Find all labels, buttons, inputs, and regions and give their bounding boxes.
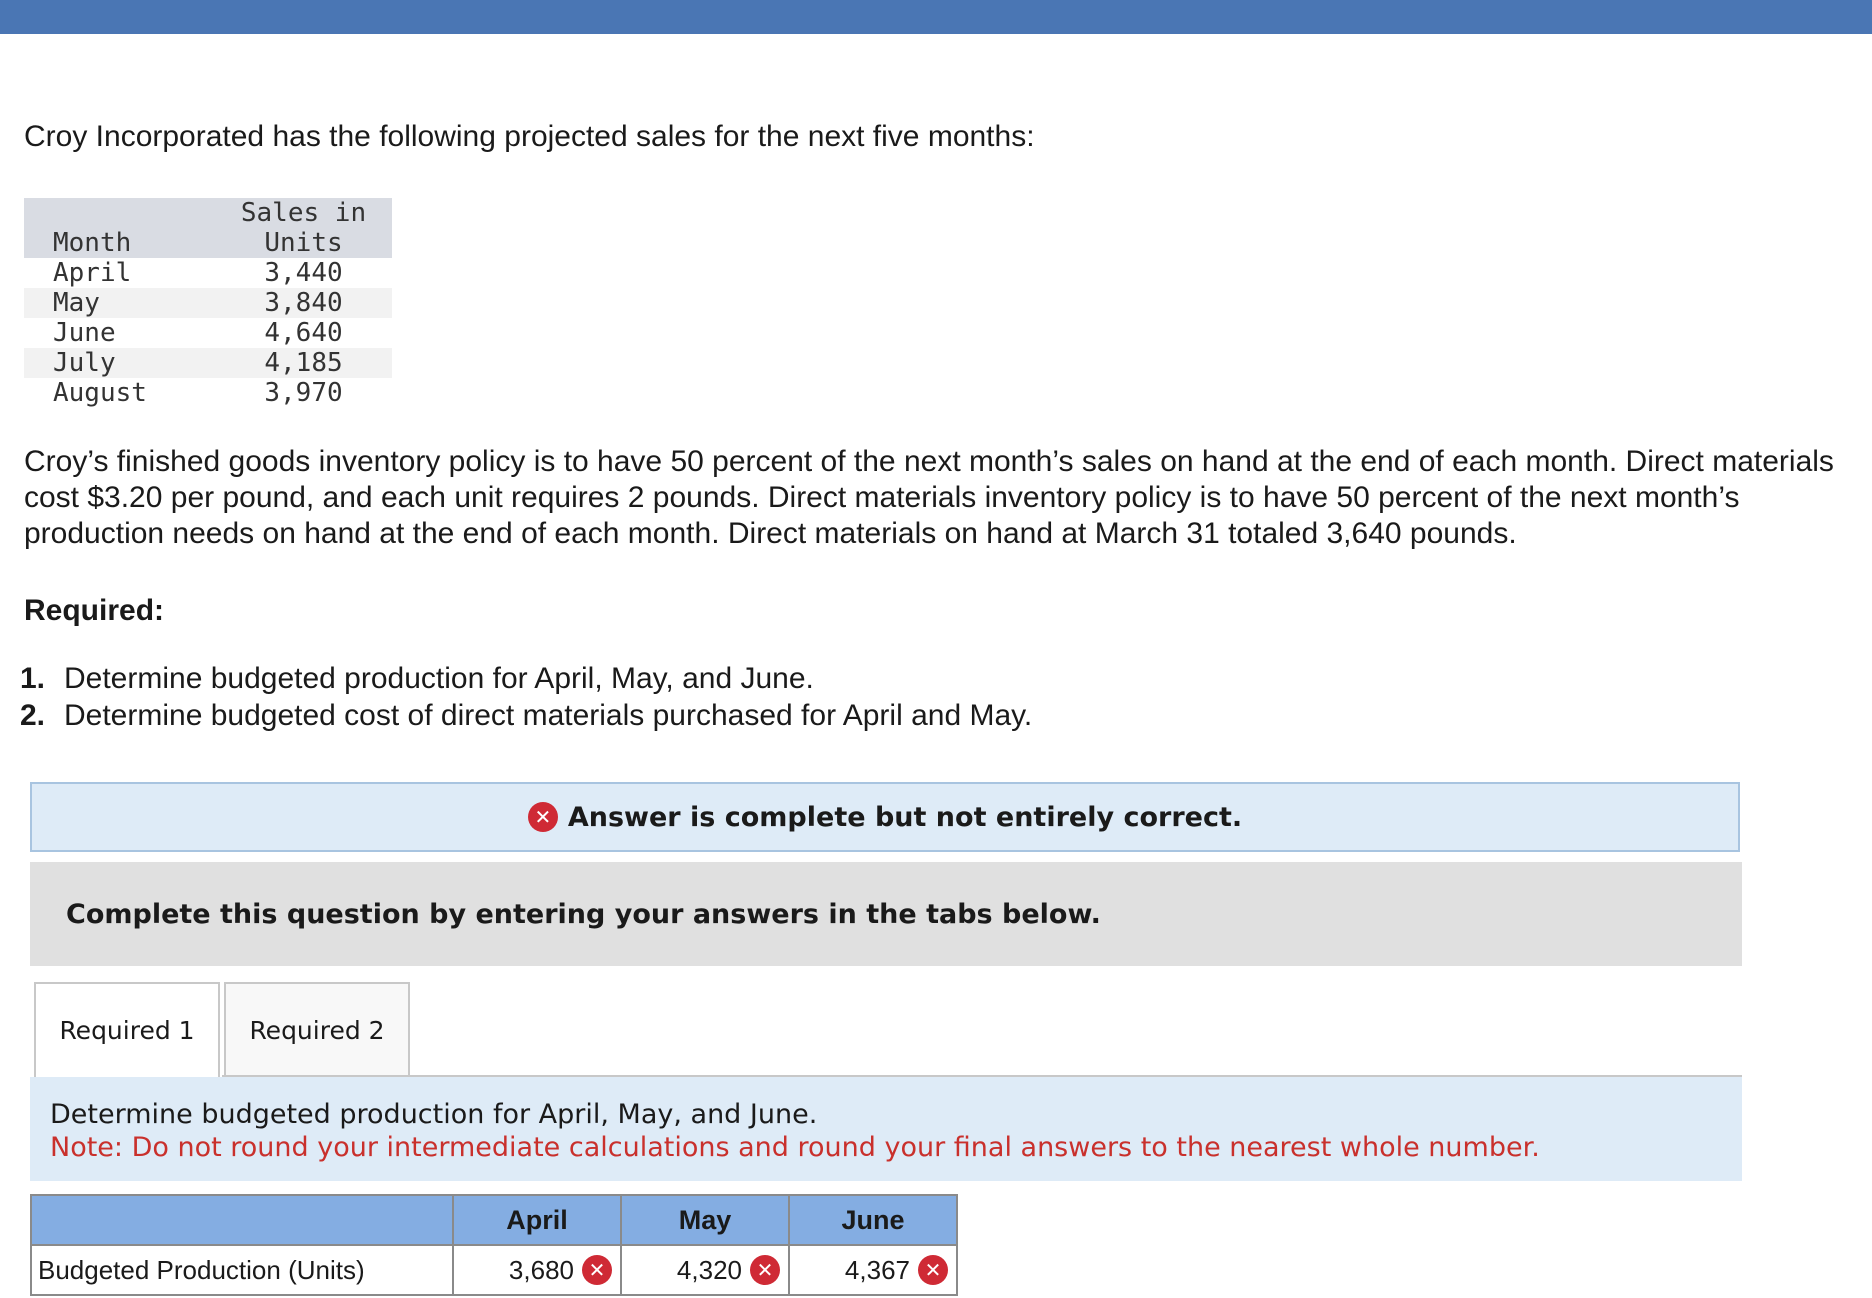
tab-required-2[interactable] bbox=[224, 982, 410, 1077]
tab-bar bbox=[34, 982, 414, 1076]
answer-cell-april[interactable] bbox=[453, 1245, 621, 1295]
table-row bbox=[24, 378, 392, 408]
answer-header-row bbox=[31, 1195, 957, 1245]
header-sales-units bbox=[223, 198, 392, 258]
task-panel bbox=[30, 1077, 1742, 1181]
required-heading: Required: bbox=[24, 594, 165, 627]
units-cell: 3,840 bbox=[264, 288, 343, 318]
answer-value[interactable]: 4,320 bbox=[676, 1254, 742, 1285]
item-number: 2. bbox=[20, 699, 46, 732]
header-units-line2: Units bbox=[264, 228, 343, 258]
header-june: June bbox=[789, 1195, 957, 1245]
answer-value[interactable]: 3,680 bbox=[508, 1254, 574, 1285]
units-cell: 4,185 bbox=[264, 348, 343, 378]
tab-label: Required 1 bbox=[59, 1016, 195, 1045]
list-item bbox=[20, 697, 1032, 734]
units-cell: 4,640 bbox=[264, 318, 343, 348]
x-circle-icon: ✕ bbox=[750, 1255, 780, 1285]
answer-status-banner bbox=[30, 782, 1740, 852]
sales-table-header bbox=[24, 198, 392, 258]
answer-table bbox=[30, 1194, 958, 1296]
month-cell: April bbox=[53, 258, 132, 288]
intro-text: Croy Incorporated has the following projected sales for the next five months: bbox=[24, 120, 1035, 153]
header-blank bbox=[31, 1195, 453, 1245]
required-list bbox=[20, 660, 1032, 734]
month-cell: June bbox=[53, 318, 116, 348]
table-row bbox=[24, 318, 392, 348]
table-row bbox=[24, 258, 392, 288]
x-circle-icon: ✕ bbox=[528, 802, 558, 832]
month-cell: May bbox=[53, 288, 100, 318]
header-month: Month bbox=[53, 228, 132, 258]
table-row bbox=[24, 288, 392, 318]
top-bar bbox=[0, 0, 1872, 34]
month-cell: July bbox=[53, 348, 116, 378]
row-label: Budgeted Production (Units) bbox=[31, 1245, 453, 1295]
answer-status-text: Answer is complete but not entirely correct. bbox=[567, 801, 1243, 833]
header-may: May bbox=[621, 1195, 789, 1245]
answer-cell-june[interactable] bbox=[789, 1245, 957, 1295]
sales-table bbox=[24, 198, 392, 408]
task-note: Note: Do not round your intermediate calculations and round your final answers to the nearest whole number. bbox=[50, 1132, 1540, 1163]
instruction-text: Complete this question by entering your answers in the tabs below. bbox=[66, 898, 1101, 930]
month-cell: August bbox=[53, 378, 147, 408]
list-item bbox=[20, 660, 1032, 697]
x-circle-icon: ✕ bbox=[582, 1255, 612, 1285]
header-april: April bbox=[453, 1195, 621, 1245]
tab-label: Required 2 bbox=[249, 1016, 385, 1045]
units-cell: 3,440 bbox=[264, 258, 343, 288]
item-text: Determine budgeted cost of direct materials purchased for April and May. bbox=[64, 699, 1033, 732]
item-number: 1. bbox=[20, 662, 46, 695]
policy-text: Croy’s finished goods inventory policy is to have 50 percent of the next month’s sales on hand at the end of each month. Direct materials cost $3.20 per pound, and each unit requires 2 pounds. Direct materials inventory policy is to have 50 percent of the next month’s production needs on hand at the end of each month. Direct materials on hand at March 31 totaled 3,640 pounds. bbox=[24, 445, 1834, 550]
table-row bbox=[31, 1245, 957, 1295]
item-text: Determine budgeted production for April, May, and June. bbox=[64, 662, 814, 695]
table-row bbox=[24, 348, 392, 378]
instruction-banner bbox=[30, 862, 1742, 966]
answer-cell-may[interactable] bbox=[621, 1245, 789, 1295]
tab-required-1[interactable] bbox=[34, 982, 220, 1077]
answer-value[interactable]: 4,367 bbox=[844, 1254, 910, 1285]
x-circle-icon: ✕ bbox=[918, 1255, 948, 1285]
units-cell: 3,970 bbox=[264, 378, 343, 408]
task-text: Determine budgeted production for April, May, and June. bbox=[50, 1099, 818, 1130]
header-units-line1: Sales in bbox=[240, 198, 367, 228]
